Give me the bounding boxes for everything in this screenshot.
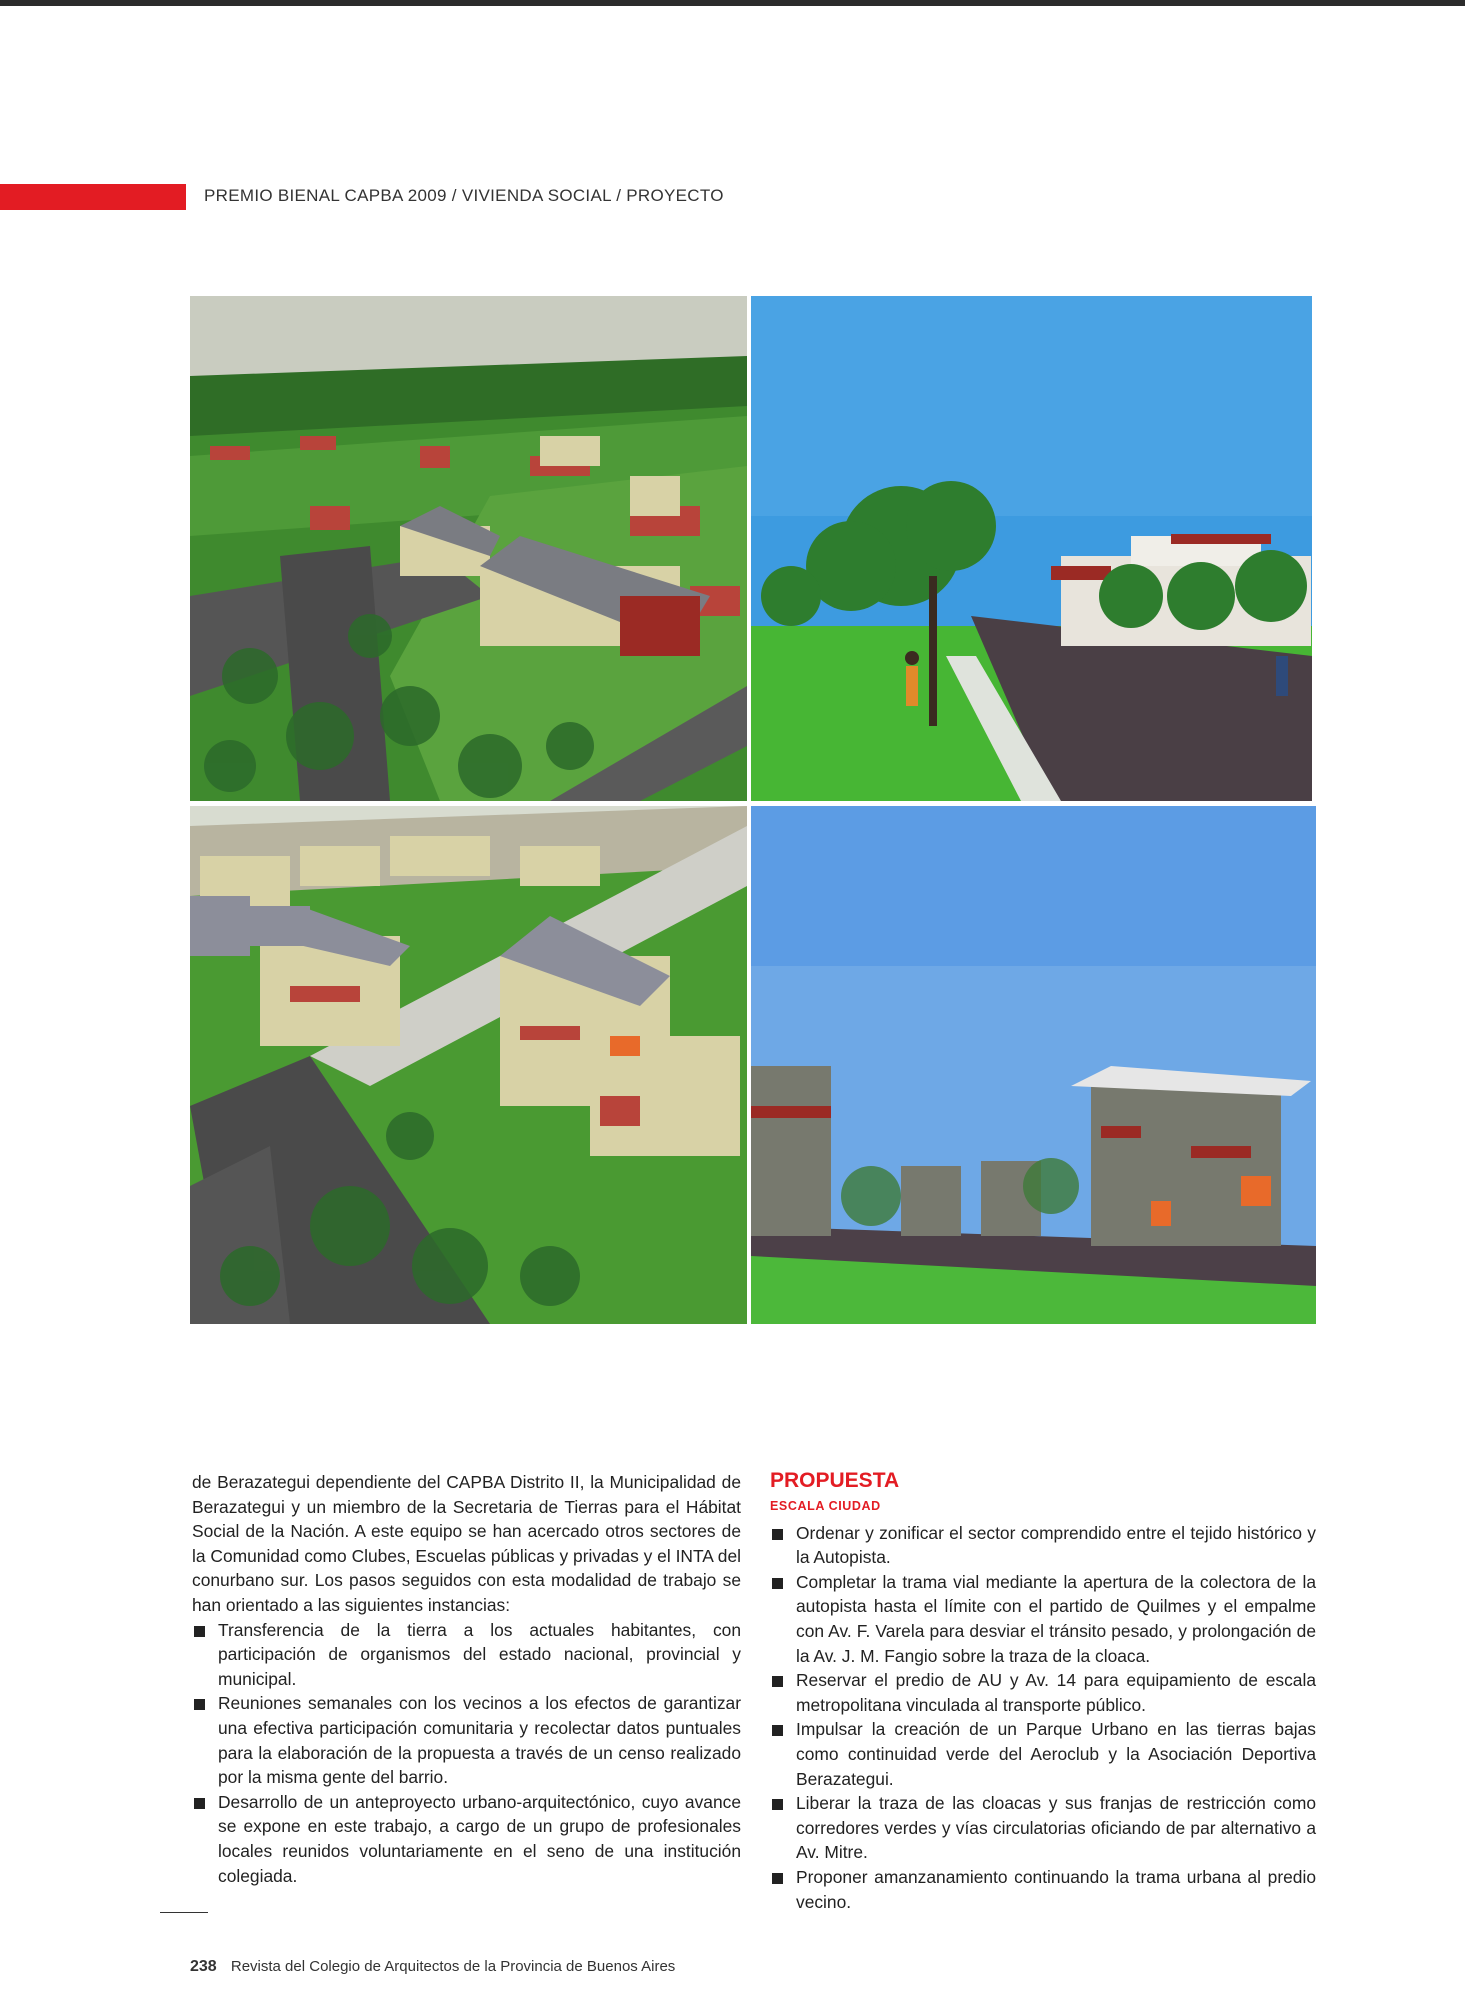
- top-border: [0, 0, 1465, 6]
- street-view-pedestrian-image: [751, 296, 1312, 801]
- list-item: Reservar el predio de AU y Av. 14 para equipamiento de escala metropolitana vinculada al transporte público.: [770, 1668, 1316, 1717]
- aerial-view-streets-image: [190, 806, 747, 1324]
- list-item: Desarrollo de un anteproyecto urbano-arquitectónico, cuyo avance se expone en este trabajo, a cargo de un grupo de profesionales locales reunidos voluntariamente en el seno de una institución colegiada.: [192, 1790, 741, 1888]
- header-accent-bar: [0, 184, 186, 210]
- page-footer: [190, 1958, 675, 1976]
- aerial-view-neighborhood-image: [190, 296, 747, 801]
- section-title: PROPUESTA: [770, 1469, 900, 1492]
- running-header: PREMIO BIENAL CAPBA 2009 / VIVIENDA SOCIAL / PROYECTO: [204, 186, 724, 205]
- page-number: 238: [190, 1958, 217, 1975]
- publication-name: Revista del Colegio de Arquitectos de la Provincia de Buenos Aires: [230, 1958, 676, 1975]
- left-text-column: [192, 1470, 741, 1888]
- list-item: Impulsar la creación de un Parque Urbano en las tierras bajas como continuidad verde del Aeroclub y la Asociación Deportiva Berazategui.: [770, 1717, 1316, 1791]
- right-text-column: [770, 1468, 1316, 1914]
- list-item: Ordenar y zonificar el sector comprendido entre el tejido histórico y la Autopista.: [770, 1521, 1316, 1570]
- list-item: Transferencia de la tierra a los actuales habitantes, con participación de organismos del estado nacional, provincial y municipal.: [192, 1618, 741, 1692]
- proposal-list: [770, 1521, 1316, 1915]
- section-subtitle: ESCALA CIUDAD: [770, 1499, 881, 1513]
- intro-paragraph: de Berazategui dependiente del CAPBA Distrito II, la Municipalidad de Berazategui y un miembro de la Secretaria de Tierras para el Hábitat Social de la Nación. A este equipo se han acercado otros sectores de la Comunidad como Clubes, Escuelas públicas y privadas y el INTA del conurbano sur. Los pasos seguidos con esta modalidad de trabajo se han orientado a las siguientes instancias:: [192, 1472, 741, 1615]
- instances-list: [192, 1618, 741, 1889]
- footer-rule: [160, 1912, 208, 1913]
- list-item: Liberar la traza de las cloacas y sus franjas de restricción como corredores verdes y vías circulatorias oficiando de par alternativo a Av. Mitre.: [770, 1791, 1316, 1865]
- street-view-buildings-image: [751, 806, 1316, 1324]
- list-item: Proponer amanzanamiento continuando la trama urbana al predio vecino.: [770, 1865, 1316, 1914]
- list-item: Reuniones semanales con los vecinos a los efectos de garantizar una efectiva participación comunitaria y recolectar datos puntuales para la elaboración de la propuesta a través de un censo realizado por la misma gente del barrio.: [192, 1691, 741, 1789]
- list-item: Completar la trama vial mediante la apertura de la colectora de la autopista hasta el límite con el partido de Quilmes y el empalme con Av. F. Varela para desviar el tránsito pesado, y prolongación de la Av. J. M. Fangio sobre la traza de la cloaca.: [770, 1570, 1316, 1668]
